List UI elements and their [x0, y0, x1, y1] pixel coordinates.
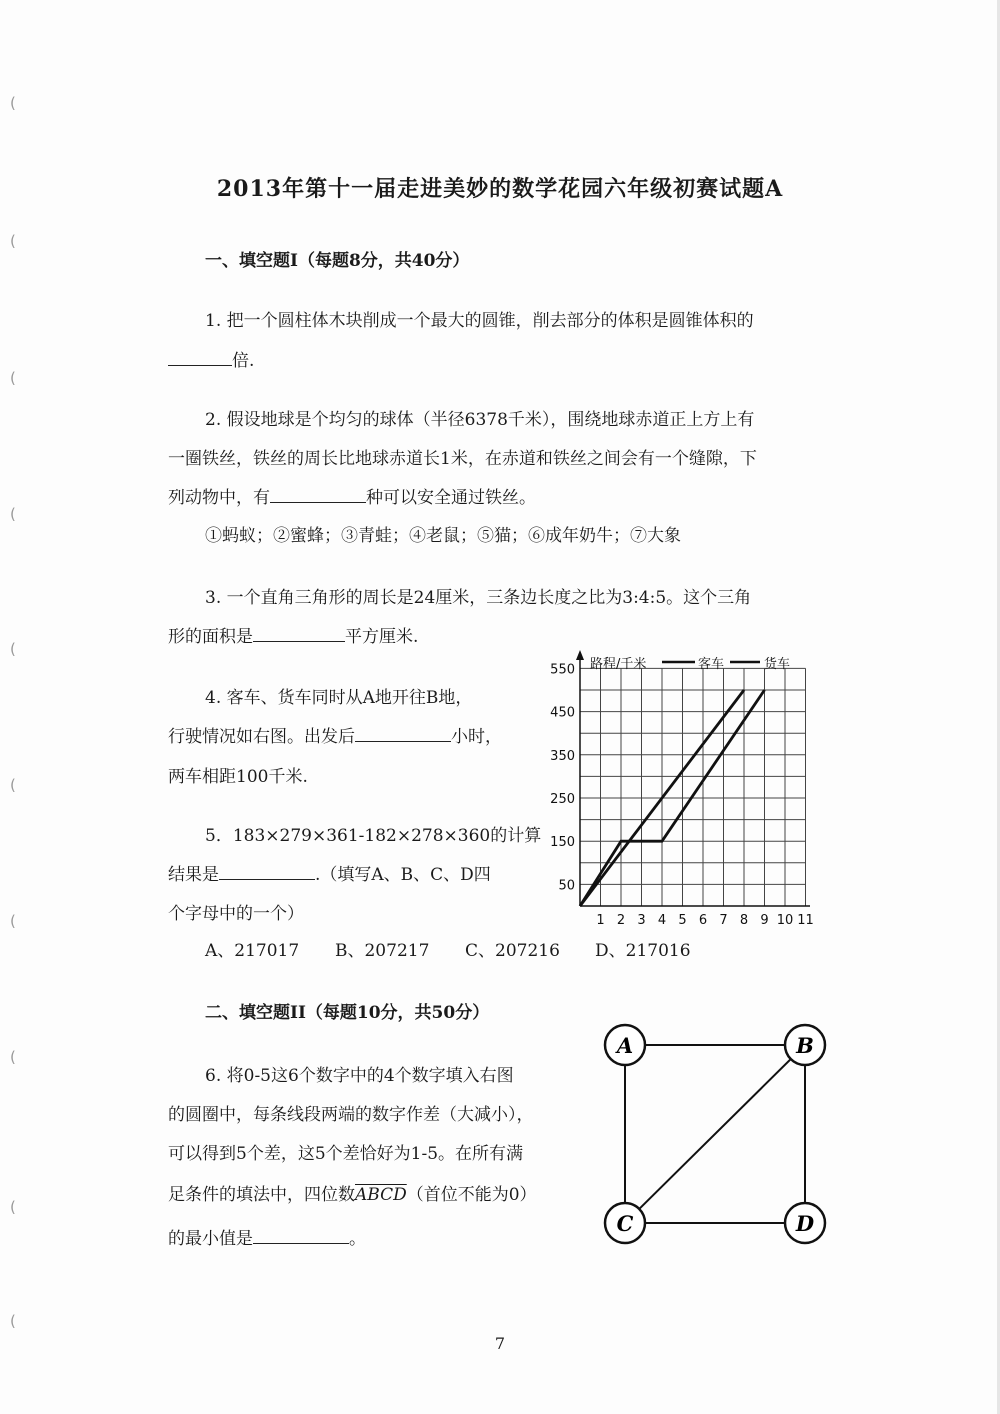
- question-3-prefix: 形的面积是: [168, 627, 253, 647]
- node-a-label: A: [616, 1033, 634, 1058]
- question-5-prefix: 结果是: [168, 865, 219, 885]
- binder-hole-mark: (: [10, 1048, 16, 1066]
- y-tick-label: 550: [550, 662, 575, 678]
- edge-b-c: [625, 1045, 805, 1223]
- option-d: D、217016: [595, 941, 691, 961]
- y-tick-label: 50: [558, 878, 575, 894]
- distance-time-chart: [540, 648, 830, 928]
- answer-blank[interactable]: [253, 623, 345, 642]
- x-tick-label: 1: [596, 913, 605, 928]
- section-heading-1: 一、填空题I（每题8分，共40分）: [205, 251, 470, 271]
- option-b: B、207217: [335, 941, 430, 961]
- x-tick-label: 7: [719, 913, 728, 928]
- binder-hole-mark: (: [10, 505, 16, 523]
- question-5-options: [205, 936, 705, 961]
- chart-grid: [580, 668, 806, 906]
- question-5-line-3: 个字母中的一个）: [168, 904, 304, 924]
- question-6-note: （首位不能为0）: [406, 1185, 537, 1205]
- question-2-line-1: 2. 假设地球是个均匀的球体（半径6378千米），围绕地球赤道正上方上有: [205, 410, 755, 430]
- y-tick-label: 250: [550, 792, 575, 807]
- question-4-line-3: 两车相距100千米.: [168, 767, 308, 787]
- node-c-label: C: [616, 1211, 634, 1236]
- node-b[interactable]: [785, 1025, 825, 1065]
- question-2-prefix: 列动物中，有: [168, 488, 270, 508]
- question-6-suffix: 。: [349, 1229, 366, 1249]
- section-heading-2: 二、填空题II（每题10分，共50分）: [205, 1003, 490, 1023]
- question-2-line-3: [168, 483, 536, 508]
- question-2-suffix: 种可以安全通过铁丝。: [366, 488, 536, 508]
- question-4-suffix: 小时，: [451, 727, 502, 747]
- option-c: C、207216: [465, 941, 560, 961]
- x-tick-label: 6: [698, 913, 708, 928]
- question-3-suffix: 平方厘米.: [345, 627, 419, 647]
- answer-blank[interactable]: [219, 861, 315, 880]
- four-digit-number: ABCD: [355, 1185, 407, 1205]
- question-1-line-2: [168, 346, 254, 371]
- y-tick-label: 150: [550, 835, 575, 851]
- binder-hole-mark: (: [10, 94, 16, 112]
- legend-label-bus: 客车: [698, 657, 725, 672]
- x-tick-label: 3: [637, 913, 646, 928]
- binder-hole-mark: (: [10, 1198, 16, 1216]
- x-tick-label: 5: [678, 913, 687, 928]
- binder-hole-mark: (: [10, 912, 16, 930]
- y-axis-label: 路程/千米: [590, 657, 647, 672]
- node-d-label: D: [795, 1211, 815, 1236]
- question-6-line-2: 的圆圈中，每条线段两端的数字作差（大减小），: [168, 1105, 534, 1125]
- question-6-prefix: 足条件的填法中，四位数: [168, 1185, 355, 1205]
- binder-hole-mark: (: [10, 232, 16, 250]
- page-title: 2013年第十一届走进美妙的数学花园六年级初赛试题A: [216, 176, 784, 202]
- x-tick-label: 2: [616, 913, 626, 928]
- node-c[interactable]: [605, 1203, 645, 1243]
- x-tick-label: 4: [657, 913, 667, 928]
- question-1-line-1: 1. 把一个圆柱体木块削成一个最大的圆锥，削去部分的体积是圆锥体积的: [205, 311, 754, 331]
- question-4-prefix: 行驶情况如右图。出发后: [168, 727, 355, 747]
- node-a[interactable]: [605, 1025, 645, 1065]
- question-3-line-2: [168, 622, 418, 647]
- question-6-line-4: [168, 1180, 537, 1205]
- answer-blank[interactable]: [168, 347, 232, 366]
- node-d[interactable]: [785, 1203, 825, 1243]
- binder-hole-mark: (: [10, 1312, 16, 1330]
- answer-blank[interactable]: [270, 484, 366, 503]
- question-6-line-1: 6. 将0-5这6个数字中的4个数字填入右图: [205, 1066, 514, 1086]
- question-5-line-2: [168, 860, 491, 885]
- x-tick-label: 11: [797, 913, 814, 928]
- option-a: A、217017: [205, 941, 300, 961]
- question-4-line-1: 4. 客车、货车同时从A地开往B地，: [205, 688, 473, 708]
- x-tick-label: 10: [776, 913, 794, 928]
- question-4-line-2: [168, 722, 502, 747]
- abcd-diagram: [600, 1018, 840, 1250]
- binder-hole-mark: (: [10, 776, 16, 794]
- question-3-line-1: 3. 一个直角三角形的周长是24厘米，三条边长度之比为3:4:5。这个三角: [205, 588, 752, 608]
- binder-hole-mark: (: [10, 640, 16, 658]
- x-tick-label: 8: [739, 913, 749, 928]
- question-6-prefix-2: 的最小值是: [168, 1229, 253, 1249]
- y-tick-label: 450: [550, 705, 575, 721]
- answer-blank[interactable]: [253, 1225, 349, 1244]
- question-5-line-1: 5．183×279×361-182×278×360的计算: [205, 826, 542, 846]
- binder-hole-mark: (: [10, 369, 16, 387]
- question-2-options: ①蚂蚁；②蜜蜂；③青蛙；④老鼠；⑤猫；⑥成年奶牛；⑦大象: [205, 526, 681, 546]
- question-1-suffix: 倍.: [232, 351, 255, 371]
- y-axis-arrow: [576, 650, 584, 660]
- page-number: 7: [494, 1334, 506, 1353]
- y-tick-label: 350: [550, 748, 575, 764]
- answer-blank[interactable]: [355, 723, 451, 742]
- x-tick-label: 9: [760, 913, 769, 928]
- legend-label-truck: 货车: [764, 657, 791, 672]
- question-2-line-2: 一圈铁丝，铁丝的周长比地球赤道长1米，在赤道和铁丝之间会有一个缝隙，下: [168, 449, 757, 469]
- node-b-label: B: [796, 1033, 814, 1058]
- question-5-suffix: .（填写A、B、C、D四: [315, 865, 491, 885]
- question-6-line-3: 可以得到5个差，这5个差恰好为1-5。在所有满: [168, 1144, 524, 1164]
- question-6-line-5: [168, 1224, 366, 1249]
